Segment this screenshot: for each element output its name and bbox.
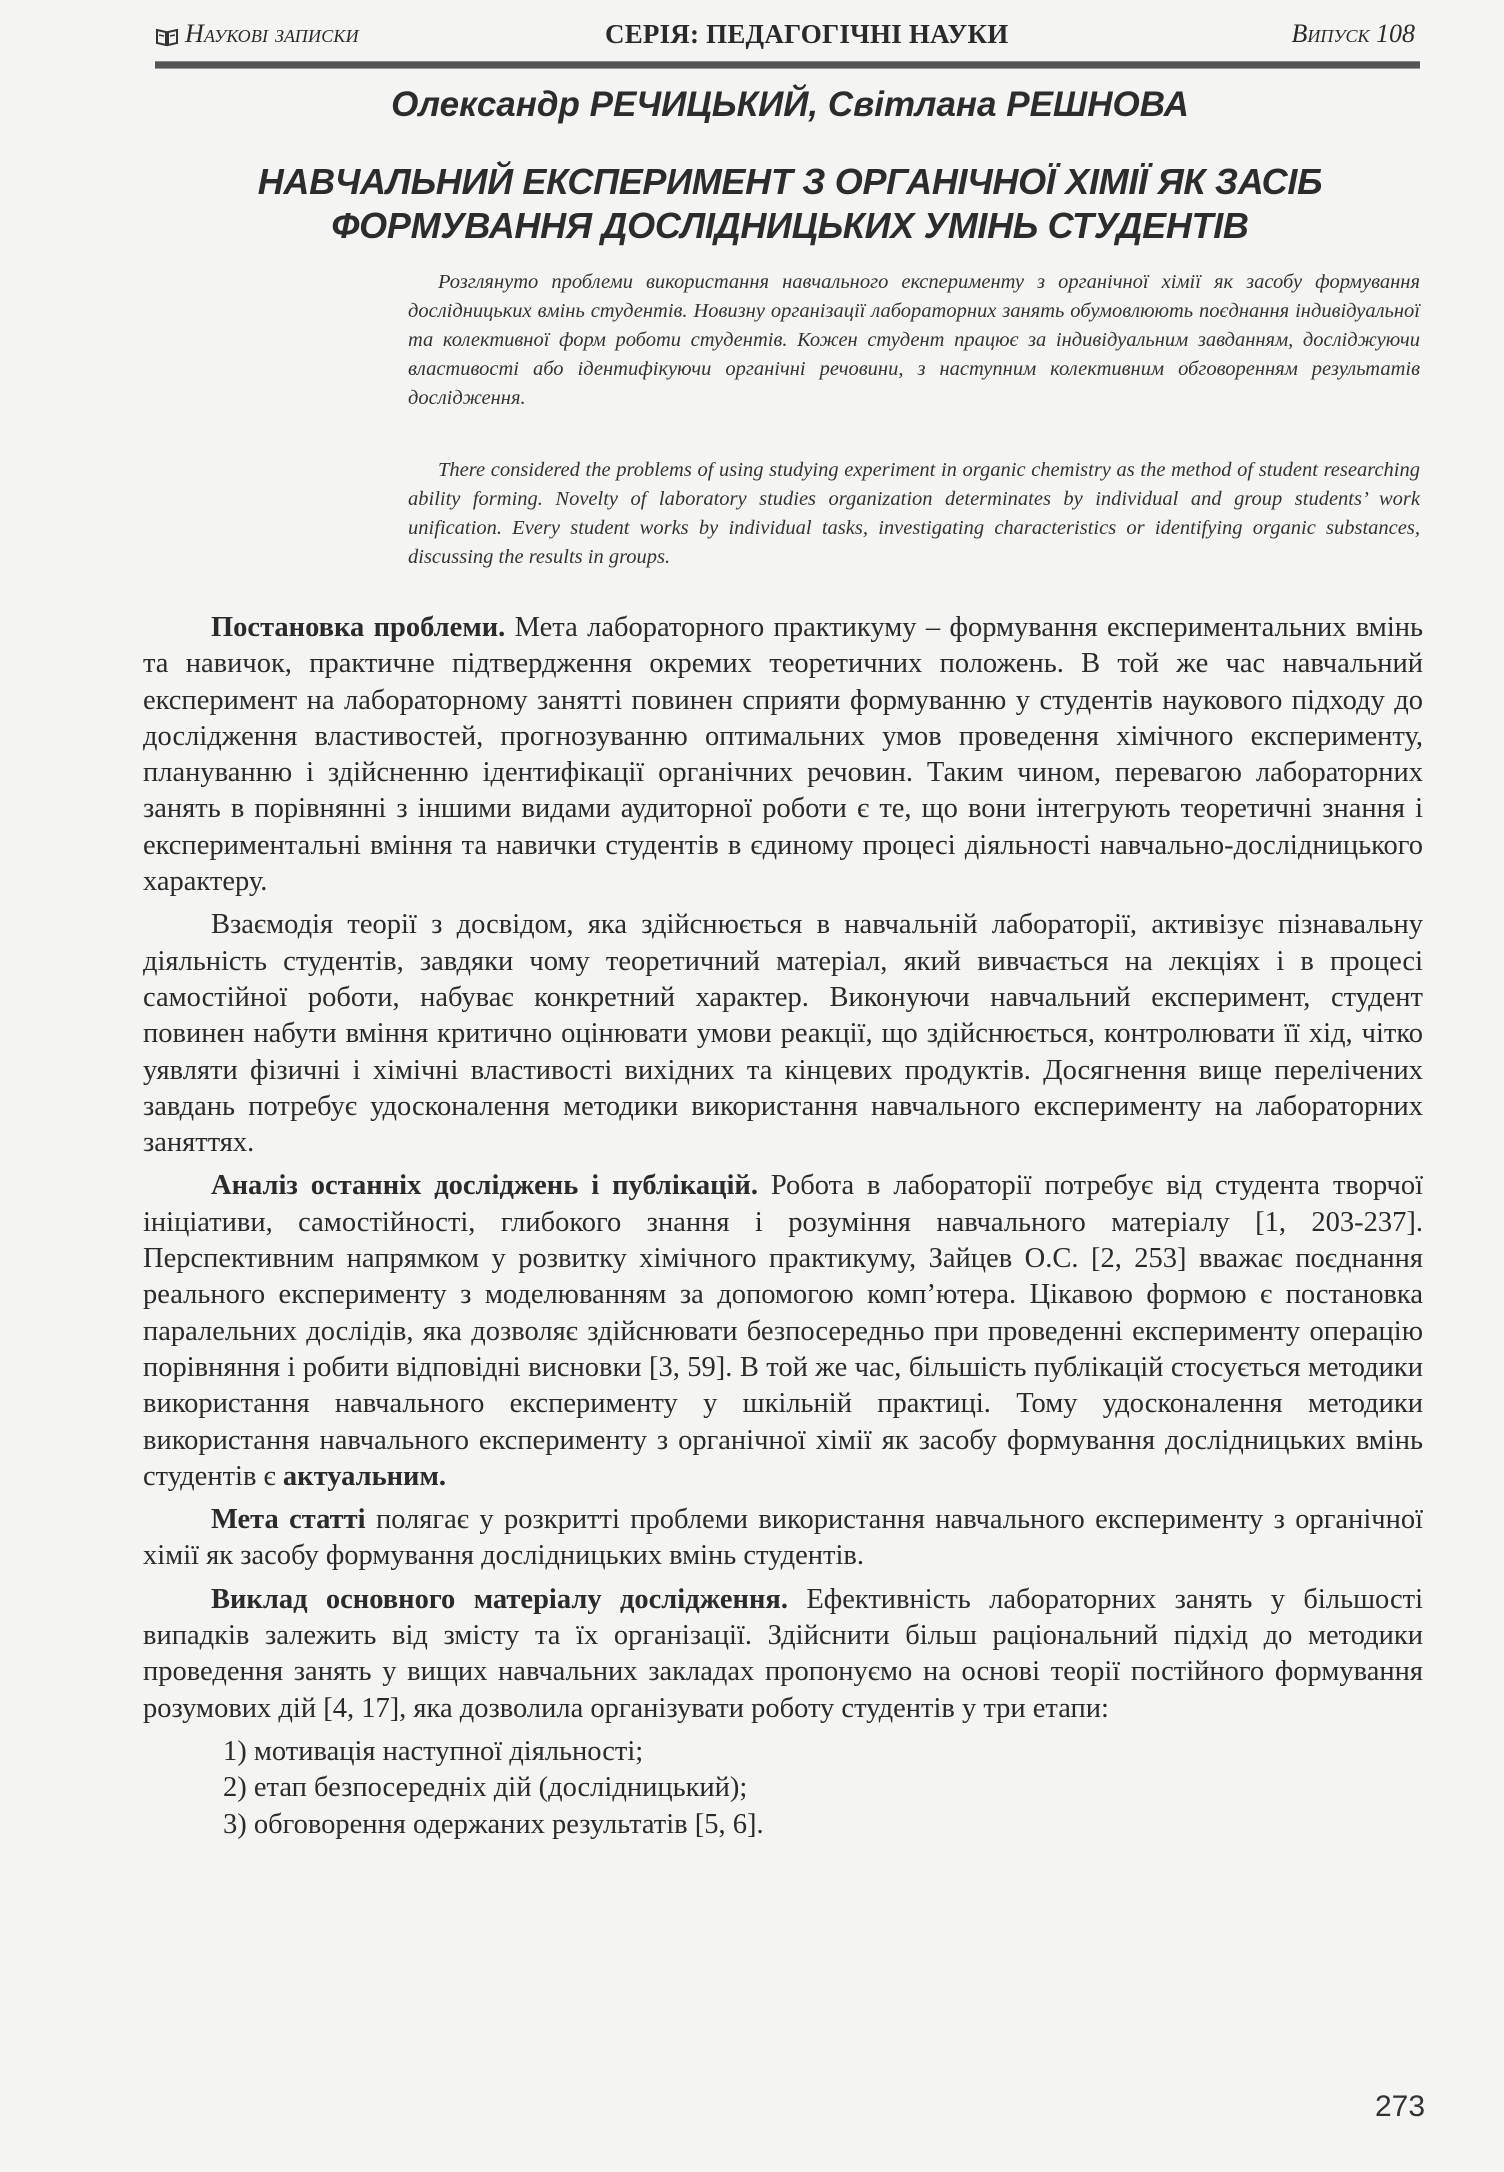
journal-title: Наукові записки (185, 19, 359, 48)
emphasis: актуальним. (282, 1460, 447, 1492)
issue-number: Випуск 108 (1291, 19, 1415, 48)
abstract-english (408, 456, 1420, 572)
abstract-ukrainian (408, 268, 1420, 413)
paragraph-article-goal: Мета статті полягає у розкритті проблеми використання навчального експерименту з органічної хімії як засобу формування дослідницьких вмінь студентів. (143, 1504, 1423, 1572)
list-item: 2) етап безпосередніх дій (дослідницький); (223, 1772, 748, 1804)
section-heading: Аналіз останніх досліджень і публікацій. (211, 1170, 758, 1202)
stages-list (143, 1734, 1423, 1843)
title-line-1: НАВЧАЛЬНИЙ ЕКСПЕРИМЕНТ З ОРГАНІЧНОЇ ХІМІЇ ЯК ЗАСІБ (257, 161, 1323, 202)
header-rule (155, 61, 1420, 69)
paragraph-main-material: Виклад основного матеріалу дослідження. Ефективність лабораторних занять у більшості випадків залежить від змісту та їх організації. Здійснити більш раціональний підхід до методики проведення занять у вищих навчальних закладах пропонуємо на основі теорії постійного формування розумових дій [4, 17], яка дозволила організувати роботу студентів у три етапи: (143, 1583, 1423, 1724)
section-heading: Виклад основного матеріалу дослідження. (211, 1583, 788, 1615)
series-title: СЕРІЯ: ПЕДАГОГІЧНІ НАУКИ (605, 18, 1009, 49)
running-header (155, 16, 1415, 52)
abstract-en-text: There considered the problems of using studying experiment in organic chemistry as the method of student researching ability forming. Novelty of laboratory studies organization determinates by individual and group students’ work unification. Every student works by individual tasks, investigating characteristics or identifying organic substances, discussing the results in groups. (408, 459, 1420, 568)
paragraph-literature-review: Аналіз останніх досліджень і публікацій. Робота в лабораторії потребує від студента творчої ініціативи, самостійності, глибокого знання і розуміння навчального матеріалу [1, 203-237]. Перспективним напрямком у розвитку хімічного практикуму, Зайцев О.С. [2, 253] вважає поєднання реального експерименту з моделюванням за допомогою комп’ютера. Цікавою формою є постановка паралельних дослідів, яка дозволяє здійснювати безпосередньо при проведенні експерименту операцію порівняння і робити відповідні висновки [3, 59]. В той же час, більшість публікацій стосується методики використання навчального експерименту у шкільній практиці. Тому удосконалення методики використання навчального експерименту з органічної хімії як засобу формування дослідницьких вмінь студентів є актуальним. (143, 1170, 1423, 1492)
abstract-ua-text: Розглянуто проблеми використання навчального експерименту з органічної хімії як засобу формування дослідницьких вмінь студентів. Новизну організації лабораторних занять обумовлюють поєднання індивідуальної та колективної форм роботи студентів. Кожен студент працює за індивідуальним завданням, досліджуючи властивості або ідентифікуючи органічні речовини, з наступним колективним обговоренням результатів дослідження. (408, 271, 1420, 409)
article-authors: Олександр РЕЧИЦЬКИЙ, Світлана РЕШНОВА (391, 85, 1189, 124)
open-book-icon (155, 24, 179, 44)
title-line-2: ФОРМУВАННЯ ДОСЛІДНИЦЬКИХ УМІНЬ СТУДЕНТІВ (331, 205, 1249, 246)
article-body (143, 610, 1423, 1843)
article-title (150, 160, 1430, 248)
paragraph-problem-statement: Постановка проблеми. Мета лабораторного практикуму – формування експериментальних вмінь та навичок, практичне підтвердження окремих теоретичних положень. В той же час навчальний експеримент на лабораторному занятті повинен сприяти формуванню у студентів наукового підходу до дослідження властивостей, прогнозуванню оптимальних умов проведення хімічного експерименту, плануванню і здійсненню ідентифікації органічних речовин. Таким чином, перевагою лабораторних занять в порівнянні з іншими видами аудиторної роботи є те, що вони інтегрують теоретичні знання і експериментальні вміння та навички студентів в єдиному процесі діяльності навчально-дослідницького характеру. (143, 612, 1424, 898)
journal-name (155, 19, 359, 49)
list-item: 1) мотивація наступної діяльності; (223, 1735, 644, 1767)
section-heading: Постановка проблеми. (211, 612, 506, 643)
paragraph-theory-experience: Взаємодія теорії з досвідом, яка здійснюється в навчальній лабораторії, активізує пізнавальну діяльність студентів, завдяки чому теоретичний матеріал, який вивчається на лекціях і в процесі самостійної роботи, набуває конкретний характер. Виконуючи навчальний експеримент, студент повинен набути вміння критично оцінювати умови реакції, що здійснюється, контролювати її хід, чітко уявляти фізичні і хімічні властивості вихідних та кінцевих продуктів. Досягнення вище перелічених завдань потребує удосконалення методики використання навчального експерименту на лабораторних заняттях. (143, 909, 1423, 1159)
page-number: 273 (1375, 2090, 1426, 2123)
section-heading: Мета статті (211, 1504, 366, 1536)
list-item: 3) обговорення одержаних результатів [5, 6]. (223, 1808, 764, 1840)
